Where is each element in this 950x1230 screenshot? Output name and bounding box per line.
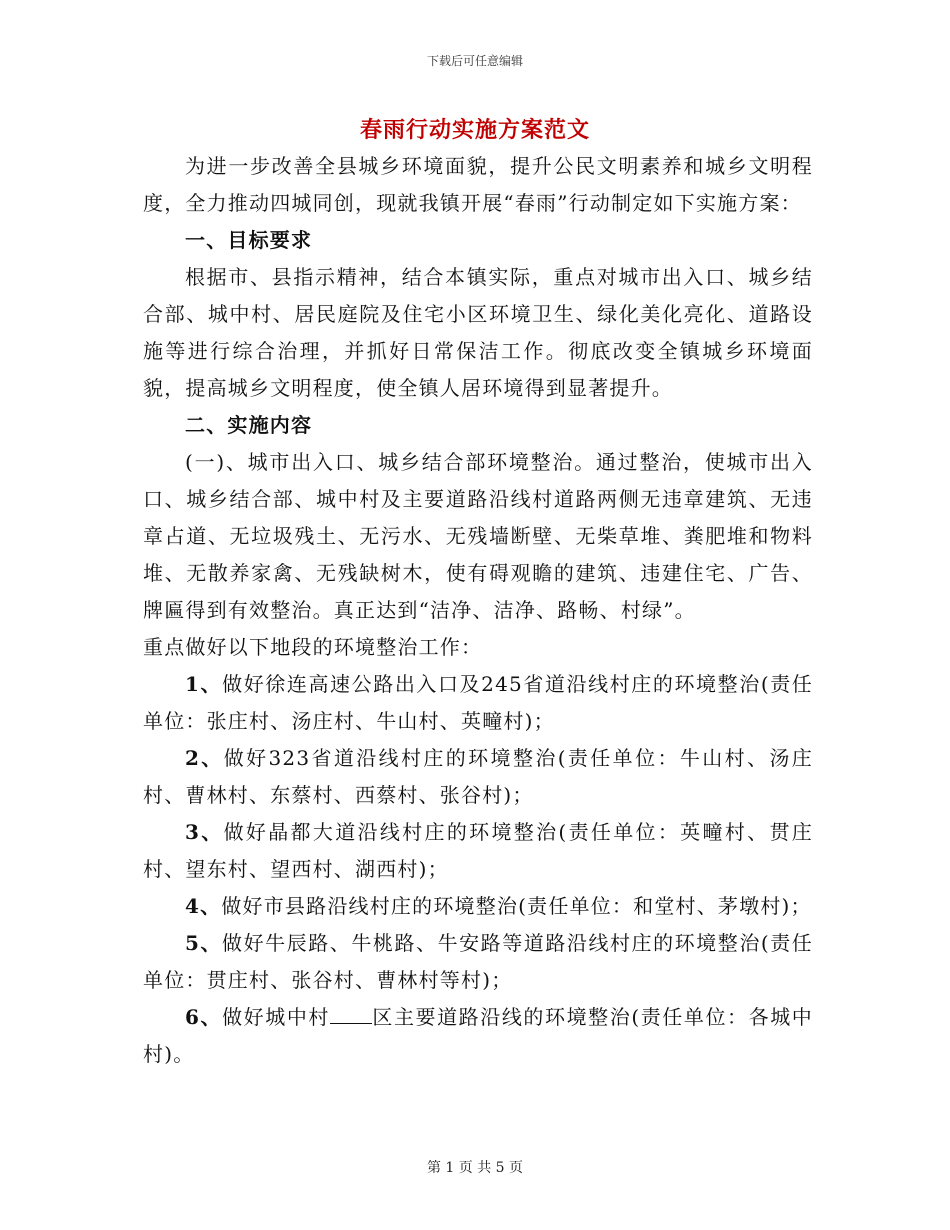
list-item-text: 做好晶都大道沿线村庄的环境整治(责任单位：英疃村、贯庄村、望东村、望西村、湖西村)； [143, 820, 814, 881]
list-item-text-a: 做好城中村 [222, 1005, 330, 1029]
section2-heading: 二、实施内容 [185, 413, 313, 437]
list-item-text: 做好323省道沿线村庄的环境整治(责任单位：牛山村、汤庄村、曹林村、东蔡村、西蔡村、张谷村)； [143, 746, 813, 807]
list-item-6 [143, 999, 813, 1073]
list-item-number: 5、 [185, 931, 223, 955]
section1-body: 根据市、县指示精神，结合本镇实际，重点对城市出入口、城乡结合部、城中村、居民庭院及住宅小区环境卫生、绿化美化亮化、道路设施等进行综合治理，并抓好日常保洁工作。彻底改变全镇城乡环境面貌，提高城乡文明程度，使全镇人居环境得到显著提升。 [143, 265, 813, 400]
list-item-number: 4、 [185, 894, 222, 918]
list-item-number: 2、 [185, 746, 224, 770]
list-item-text: 做好市县路沿线村庄的环境整治(责任单位：和堂村、茅墩村)； [221, 894, 812, 918]
section1-heading: 一、目标要求 [185, 228, 313, 252]
page-footer: 第 1 页 共 5 页 [426, 1160, 524, 1176]
list-item-4 [143, 888, 813, 925]
document-title: 春雨行动实施方案范文 [359, 117, 590, 143]
list-item-text: 做好牛辰路、牛桃路、牛安路等道路沿线村庄的环境整治(责任单位：贯庄村、张谷村、曹林村等村)； [143, 931, 813, 992]
list-item-1 [143, 666, 813, 740]
list-item-2 [143, 740, 813, 814]
list-item-number: 1、 [185, 672, 223, 696]
blank-underline [330, 1005, 372, 1024]
list-item-number: 3、 [185, 820, 224, 844]
header-note: 下载后可任意编辑 [426, 54, 523, 68]
list-item-text: 做好徐连高速公路出入口及245省道沿线村庄的环境整治(责任单位：张庄村、汤庄村、牛山村、英疃村)； [143, 672, 813, 733]
section2-sub1-tail: 重点做好以下地段的环境整治工作： [143, 635, 483, 659]
list-item-text-b: 区主要道路沿线的环境整治(责任单位：各城中村)。 [143, 1005, 813, 1066]
list-item-5 [143, 925, 813, 999]
intro-paragraph: 为进一步改善全县城乡环境面貌，提升公民文明素养和城乡文明程度，全力推动四城同创，现就我镇开展“春雨”行动制定如下实施方案： [143, 154, 813, 215]
section2-sub1: (一)、城市出入口、城乡结合部环境整治。通过整治，使城市出入口、城乡结合部、城中村及主要道路沿线村道路两侧无违章建筑、无违章占道、无垃圾残土、无污水、无残墙断壁、无柴草堆、粪肥堆和物料堆、无散养家禽、无残缺树木，使有碍观瞻的建筑、违建住宅、广告、牌匾得到有效整治。真正达到“洁净、洁净、路畅、村绿”。 [143, 450, 813, 622]
document-body [143, 148, 813, 1073]
list-item-number: 6、 [185, 1005, 223, 1029]
list-item-3 [143, 814, 813, 888]
